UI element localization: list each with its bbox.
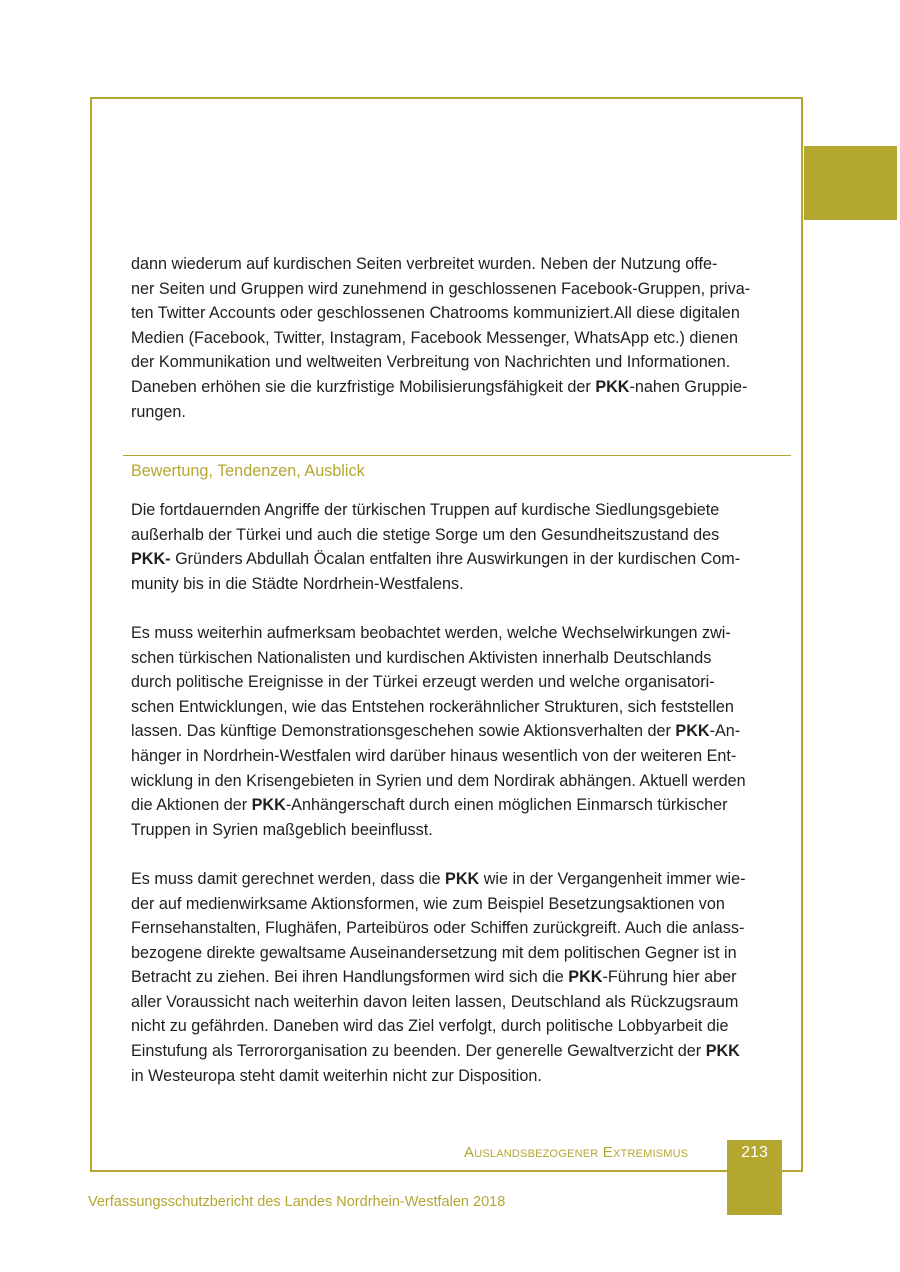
page-number: 213 bbox=[741, 1144, 768, 1161]
text-line: Fernsehanstalten, Flughäfen, Parteibüros oder Schiffen zurückgreift. Auch die anlass- bbox=[131, 919, 745, 938]
text-span: Einstufung als Terrororganisation zu beenden. Der generelle Gewaltverzicht der bbox=[131, 1042, 706, 1061]
page-number-box bbox=[727, 1140, 782, 1215]
text-line: bezogene direkte gewaltsame Auseinandersetzung mit dem politischen Gegner ist in bbox=[131, 943, 737, 962]
text-line: außerhalb der Türkei und auch die stetige Sorge um den Gesundheitszustand des bbox=[131, 525, 720, 544]
text-span: -Anhängerschaft durch einen möglichen Einmarsch türkischer bbox=[285, 796, 728, 815]
text-span: -Führung hier aber bbox=[602, 968, 737, 987]
text-line: aller Voraussicht nach weiterhin davon leiten lassen, Deutschland als Rückzugsraum bbox=[131, 992, 739, 1011]
text-span: -nahen Gruppie- bbox=[629, 377, 748, 396]
paragraph-3 bbox=[131, 867, 791, 1088]
text-line: dann wiederum auf kurdischen Seiten verbreitet wurden. Neben der Nutzung offe- bbox=[131, 255, 718, 273]
text-line: schen Entwicklungen, wie das Entstehen rockerähnlicher Strukturen, sich feststellen bbox=[131, 697, 734, 716]
text-line bbox=[131, 1039, 791, 1064]
pkk-emphasis: PKK bbox=[675, 722, 710, 741]
assessment-body bbox=[131, 498, 791, 1088]
text-line: ner Seiten und Gruppen wird zunehmend in geschlossenen Facebook-Gruppen, priva- bbox=[131, 279, 751, 298]
text-line bbox=[131, 965, 791, 990]
text-line: munity bis in die Städte Nordrhein-Westfalens. bbox=[131, 574, 464, 593]
paragraph-1 bbox=[131, 498, 791, 596]
pkk-emphasis: PKK bbox=[445, 869, 480, 888]
paragraph-2 bbox=[131, 621, 791, 842]
text-span: -An- bbox=[709, 722, 741, 741]
text-line: durch politische Ereignisse in der Türkei erzeugt werden und welche organisatori- bbox=[131, 673, 715, 692]
pkk-emphasis: PKK bbox=[595, 377, 630, 396]
text-span: Betracht zu ziehen. Bei ihren Handlungsformen wird sich die bbox=[131, 968, 569, 987]
pkk-emphasis: PKK bbox=[705, 1042, 740, 1061]
text-line: der Kommunikation und weltweiten Verbreitung von Nachrichten und Informationen. bbox=[131, 353, 731, 372]
text-line: Truppen in Syrien maßgeblich beeinflusst. bbox=[131, 820, 433, 839]
text-span: Daneben erhöhen sie die kurzfristige Mobilisierungsfähigkeit der bbox=[131, 377, 596, 396]
text-line bbox=[131, 375, 791, 400]
intro-paragraph bbox=[131, 252, 791, 424]
text-line: Es muss weiterhin aufmerksam beobachtet werden, welche Wechselwirkungen zwi- bbox=[131, 623, 731, 642]
text-line: in Westeuropa steht damit weiterhin nicht zur Disposition. bbox=[131, 1066, 542, 1085]
text-span: lassen. Das künftige Demonstrationsgeschehen sowie Aktionsverhalten der bbox=[131, 722, 676, 741]
text-line: ten Twitter Accounts oder geschlossenen Chatrooms kommuniziert.All diese digitalen bbox=[131, 304, 740, 323]
text-line bbox=[131, 547, 791, 572]
text-line: schen türkischen Nationalisten und kurdischen Aktivisten innerhalb Deutschlands bbox=[131, 648, 712, 667]
text-line: nicht zu gefährden. Daneben wird das Ziel verfolgt, durch politische Lobbyarbeit die bbox=[131, 1017, 729, 1036]
text-line: hänger in Nordrhein-Westfalen wird darüber hinaus wesentlich von der weiteren Ent- bbox=[131, 746, 737, 765]
pkk-emphasis: PKK bbox=[251, 796, 286, 815]
section-divider bbox=[123, 455, 791, 456]
running-footer-section: Auslandsbezogener Extremismus bbox=[464, 1144, 689, 1161]
pkk-emphasis: PKK- bbox=[131, 550, 171, 569]
text-line: Medien (Facebook, Twitter, Instagram, Facebook Messenger, WhatsApp etc.) dienen bbox=[131, 328, 739, 347]
text-line: Die fortdauernden Angriffe der türkischen Truppen auf kurdische Siedlungsgebiete bbox=[131, 501, 720, 519]
text-line bbox=[131, 793, 791, 818]
report-title: Verfassungsschutzbericht des Landes Nordrhein-Westfalen 2018 bbox=[88, 1194, 506, 1210]
text-line: wicklung in den Krisengebieten in Syrien und dem Nordirak abhängen. Aktuell werden bbox=[131, 771, 746, 790]
text-line: der auf medienwirksame Aktionsformen, wie zum Beispiel Besetzungsaktionen von bbox=[131, 894, 725, 913]
text-span: die Aktionen der bbox=[131, 796, 252, 815]
text-span: wie in der Vergangenheit immer wie- bbox=[479, 869, 746, 888]
pkk-emphasis: PKK bbox=[568, 968, 603, 987]
text-line: rungen. bbox=[131, 402, 186, 421]
text-span: Gründers Abdullah Öcalan entfalten ihre Auswirkungen in der kurdischen Com- bbox=[170, 550, 741, 569]
text-line bbox=[131, 867, 791, 892]
section-heading: Bewertung, Tendenzen, Ausblick bbox=[131, 462, 365, 480]
chapter-tab-marker bbox=[804, 146, 897, 220]
text-span: Es muss damit gerechnet werden, dass die bbox=[131, 869, 446, 888]
text-line bbox=[131, 719, 791, 744]
